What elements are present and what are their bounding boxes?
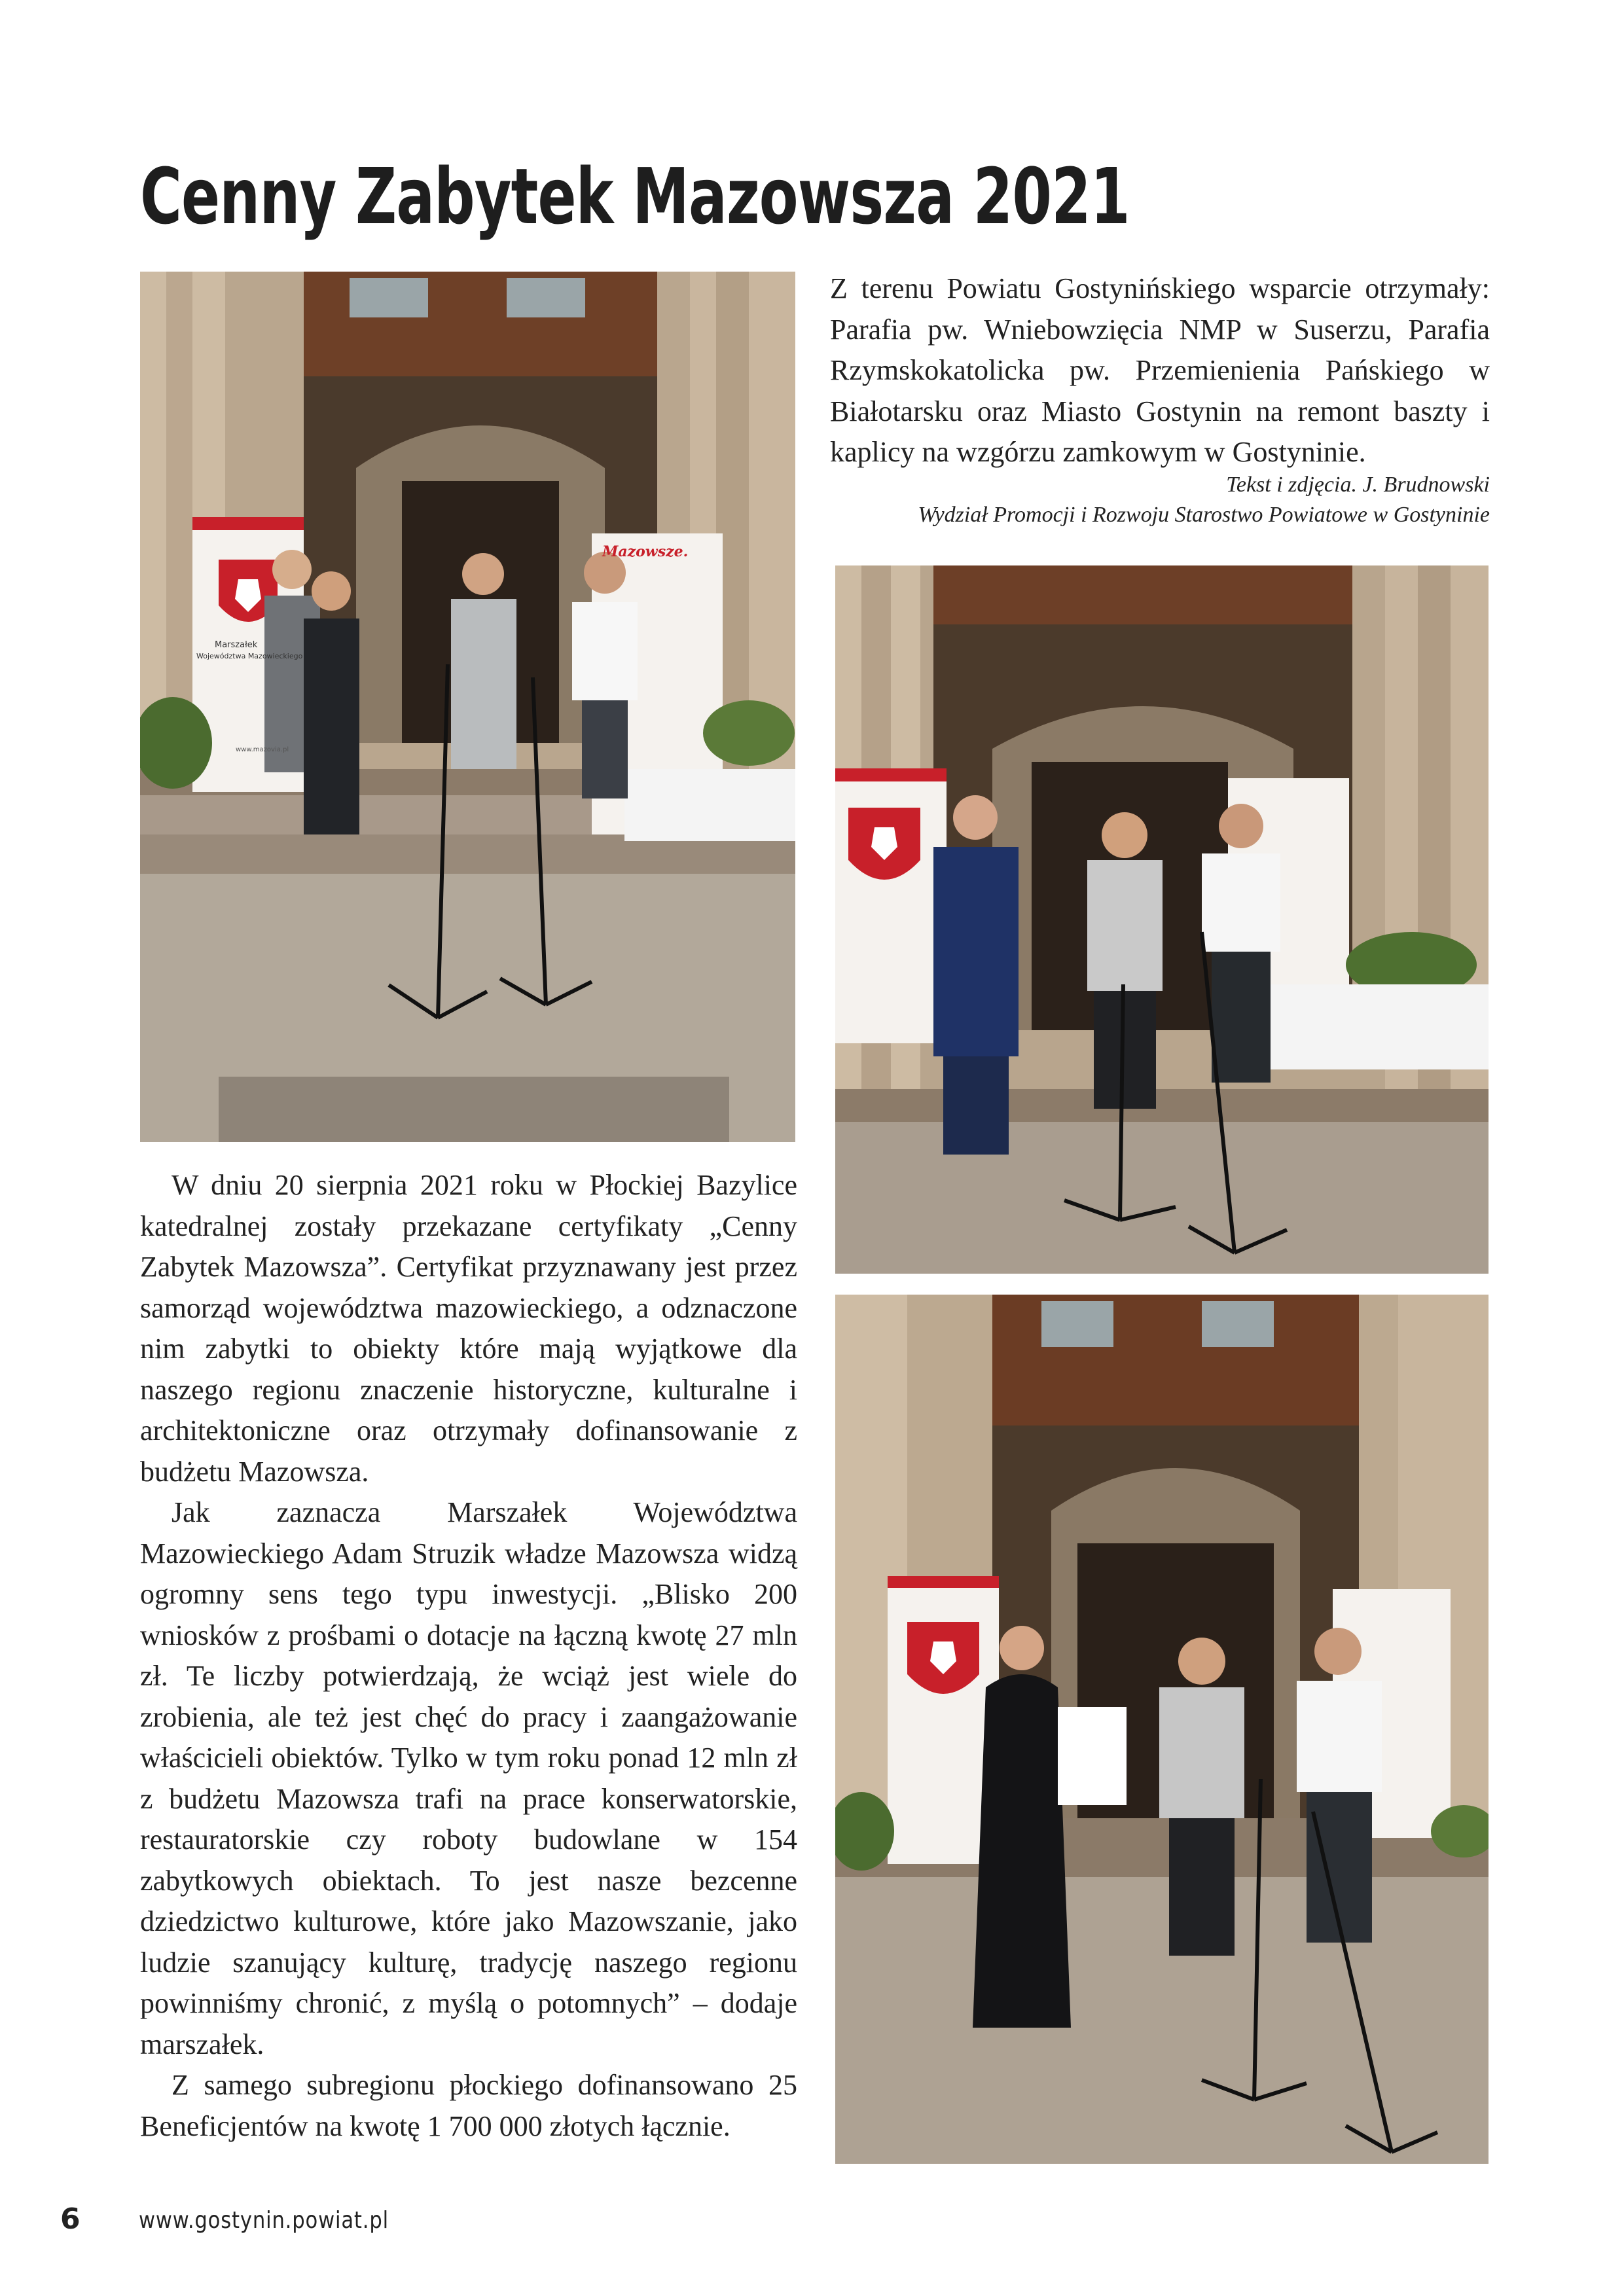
footer-url[interactable]: www.gostynin.powiat.pl [139, 2207, 389, 2234]
body-paragraph-3: Z samego subregionu płockiego dofinansowano 25 Beneficjentów na kwotę 1 700 000 złotych łącznie. [140, 2069, 797, 2142]
photo-ceremony-priest [835, 1295, 1489, 2164]
article-body [140, 1165, 797, 2147]
body-paragraph-1: W dniu 20 sierpnia 2021 roku w Płockiej Bazylice katedralnej zostały przekazane certyfikaty „Cenny Zabytek Mazowsza”. Certyfikat przyznawany jest przez samorząd województwa mazowieckiego, a odznaczone nim zabytki to obiekty które mają wyjątkowe dla naszego regionu znaczenie historyczne, kulturalne i architektoniczne oraz otrzymały dofinansowanie z budżetu Mazowsza. [140, 1169, 797, 1488]
banner-label-1: Marszałek [215, 640, 258, 650]
banner-brand-text: Mazowsze. [602, 543, 689, 560]
page-title: Cenny Zabytek Mazowsza 2021 [140, 151, 1130, 242]
photo-ceremony-four-men [140, 272, 795, 1142]
credit-author: Tekst i zdjęcia. J. Brudnowski [1226, 473, 1490, 497]
banner-url: www.mazovia.pl [236, 746, 289, 753]
credit-department: Wydział Promocji i Rozwoju Starostwo Powiatowe w Gostyninie [918, 503, 1490, 527]
photo-ceremony-three-men [835, 565, 1489, 1274]
photo-credit [785, 470, 1490, 530]
banner-label-2: Województwa Mazowieckiego [196, 652, 303, 660]
body-paragraph-2: Jak zaznacza Marszałek Województwa Mazowieckiego Adam Struzik władze Mazowsza widzą ogromny sens tego typu inwestycji. „Blisko 200 wniosków z prośbami o dotacje na łączną kwotę 27 mln zł. Te liczby potwierdzają, że wciąż jest wiele do zrobienia, ale też jest chęć do pracy i zaangażowanie właścicieli obiektów. Tylko w tym roku ponad 12 mln zł z budżetu Mazowsza trafi na prace konserwatorskie, restauratorskie czy roboty budowlane w 154 zabytkowych obiektach. To jest nasze bezcenne dziedzictwo kulturowe, które jako Mazowszanie, jako ludzie szanujący kulturę, tradycję naszego regionu powinniśmy chronić, z myślą o potomnych” – dodaje marszałek. [140, 1496, 797, 2060]
page-number: 6 [60, 2202, 81, 2236]
intro-paragraph: Z terenu Powiatu Gostynińskiego wsparcie otrzymały: Parafia pw. Wniebowzięcia NMP w Suserzu, Parafia Rzymskokatolicka pw. Przemienienia Pańskiego w Białotarsku oraz Miasto Gostynin na remont baszty i kaplicy na wzgórzu zamkowym w Gostyninie. [830, 272, 1490, 468]
